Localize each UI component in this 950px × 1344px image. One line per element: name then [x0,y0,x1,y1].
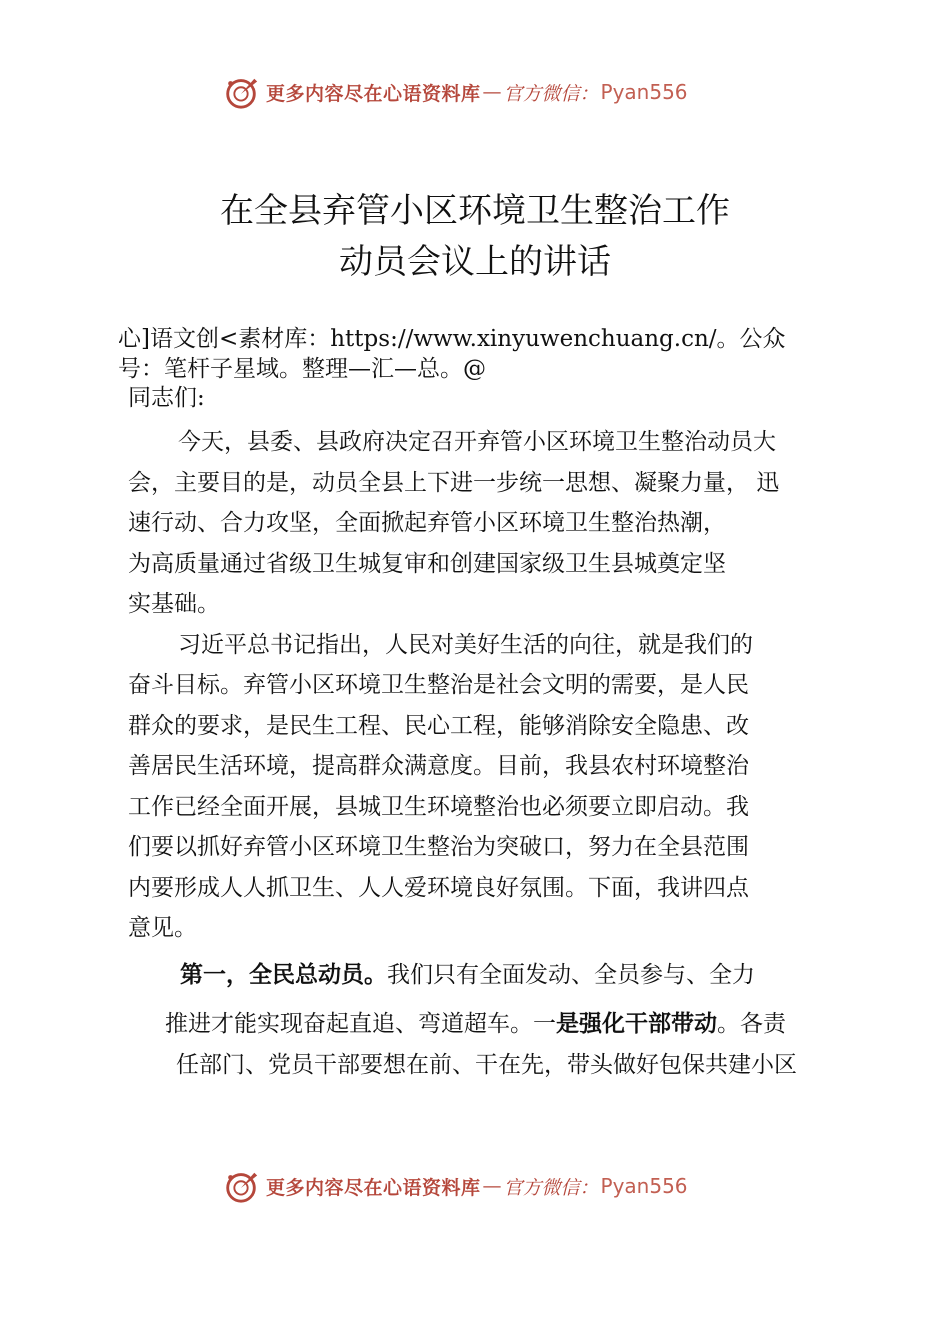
section-1-subheading: 是强化干部带动 [556,1011,717,1037]
section-1-line-2-end: 。各责 [717,1011,786,1037]
section-1-heading: 第一，全民总动员。 [180,962,387,988]
section-1-line-1-text: 我们只有全面发动、全员参与、全力 [387,962,755,988]
banner-wechat-id: Pyan556 [600,80,688,104]
paragraph-2-line: 内要形成人人抓卫生、人人爱环境良好氛围。下面，我讲四点 [128,875,749,901]
section-1-line-1 [180,956,755,989]
paragraph-2-line: 习近平总书记指出，人民对美好生活的向往，就是我们的 [178,632,753,658]
paragraph-2-line: 奋斗目标。弃管小区环境卫生整治是社会文明的需要，是人民 [128,672,749,698]
paragraph-1-line: 会，主要目的是，动员全县上下进一步统一思想、凝聚力量， 迅 [128,470,780,496]
header-watermark-banner [222,72,688,112]
section-1-line-2 [165,1005,786,1038]
footer-watermark-banner [222,1166,688,1206]
banner-dash: — [482,81,502,103]
salutation: 同志们: [128,385,205,411]
document-title-line-1: 在全县弃管小区环境卫生整治工作 [220,191,730,231]
banner-text: 更多内容尽在心语资料库 [266,1176,481,1199]
pen-logo-icon [222,73,260,111]
source-note-line-2: 号：笔杆子星域。整理—汇—总。@ [118,356,486,382]
paragraph-2-line: 意见。 [128,915,197,941]
banner-dash: — [482,1175,502,1197]
section-1-line-2-start: 推进才能实现奋起直追、弯道超车。一 [165,1011,556,1037]
paragraph-2-line: 群众的要求，是民生工程、民心工程，能够消除安全隐患、改 [128,713,749,739]
paragraph-1-line: 实基础。 [128,591,220,617]
document-title-line-2: 动员会议上的讲话 [339,242,611,282]
paragraph-2-line: 们要以抓好弃管小区环境卫生整治为突破口，努力在全县范围 [128,834,749,860]
paragraph-1-line: 为高质量通过省级卫生城复审和创建国家级卫生县城奠定坚 [128,551,726,577]
paragraph-1-line: 今天，县委、县政府决定召开弃管小区环境卫生整治动员大 [178,429,776,455]
paragraph-1-line: 速行动、合力攻坚，全面掀起弃管小区环境卫生整治热潮， [128,510,726,536]
source-note-line-1: 心]语文创<素材库：https://www.xinyuwenchuang.cn/。公众 [118,326,786,352]
banner-wechat-label: 官方微信： [503,1176,599,1199]
banner-text: 更多内容尽在心语资料库 [266,82,481,105]
pen-logo-icon [222,1167,260,1205]
paragraph-2-line: 善居民生活环境，提高群众满意度。目前，我县农村环境整治 [128,753,749,779]
banner-wechat-label: 官方微信： [503,82,599,105]
section-1-line-3: 任部门、党员干部要想在前、干在先，带头做好包保共建小区 [176,1052,797,1078]
paragraph-2-line: 工作已经全面开展，县城卫生环境整治也必须要立即启动。我 [128,794,749,820]
banner-wechat-id: Pyan556 [600,1174,688,1198]
